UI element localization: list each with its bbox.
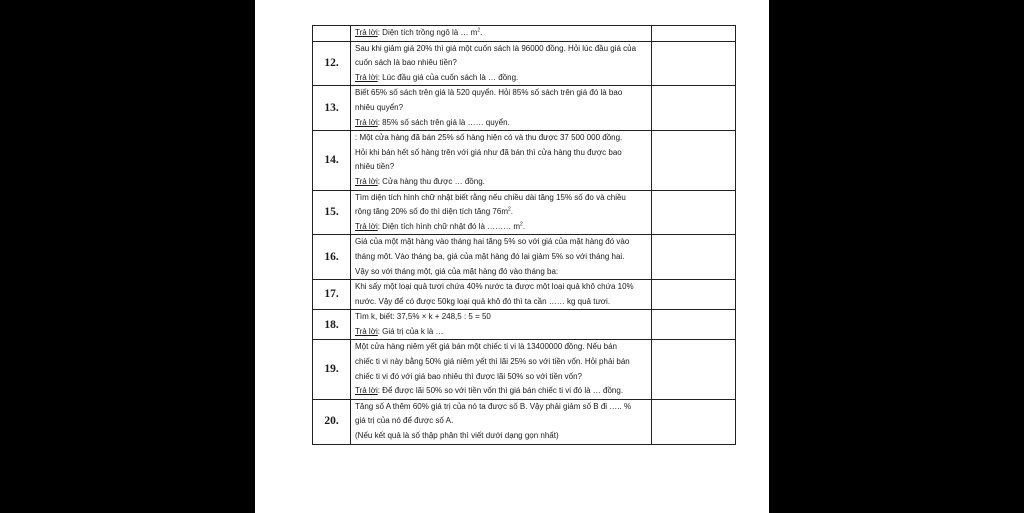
- line-text: : Để được lãi 50% so với tiền vốn thì giá bán chiếc ti vi đó là … đồng.: [377, 386, 624, 396]
- line-text: Một cửa hàng niêm yết giá bán một chiếc ti vi là 13400000 đồng. Nếu bán: [355, 342, 617, 352]
- question-row: [313, 26, 736, 42]
- question-text: [351, 131, 652, 190]
- question-row: [313, 280, 736, 310]
- answer-cell[interactable]: [652, 131, 736, 190]
- question-row: [313, 41, 736, 86]
- answer-label: Trả lời: [355, 326, 378, 336]
- line-text: giá trị của nó để được số A.: [355, 416, 454, 426]
- question-row: [313, 86, 736, 131]
- superscript: 2: [508, 206, 511, 213]
- question-text: [351, 399, 652, 444]
- question-line: [355, 250, 647, 265]
- question-line: [355, 86, 647, 101]
- answer-line: [355, 71, 647, 86]
- answer-cell[interactable]: [652, 190, 736, 235]
- question-line: [355, 42, 647, 57]
- line-suffix: .: [522, 221, 526, 231]
- line-text: Sau khi giảm giá 20% thì giá một cuốn sách là 96000 đồng. Hỏi lúc đầu giá của: [355, 43, 637, 53]
- line-text: : Một cửa hàng đã bán 25% số hàng hiện có và thu được 37 500 000 đồng.: [355, 133, 623, 143]
- question-text: [351, 26, 652, 42]
- answer-cell[interactable]: [652, 310, 736, 340]
- question-line: [355, 160, 647, 175]
- question-table: [312, 25, 736, 445]
- question-text: [351, 340, 652, 399]
- question-number: [313, 26, 351, 42]
- question-line: [355, 414, 647, 429]
- question-line: [355, 400, 647, 415]
- line-text: Tìm diện tích hình chữ nhật biết rằng nếu chiều dài tăng 15% số đo và chiều: [355, 192, 626, 202]
- line-text: nước. Vậy để có được 50kg loại quả khô đó thì ta cần …… kg quả tươi.: [355, 296, 611, 306]
- line-text: nhiêu tiền?: [355, 162, 395, 172]
- question-line: [355, 146, 647, 161]
- answer-line: [355, 384, 647, 399]
- line-text: Khi sấy một loại quả tươi chứa 40% nước ta được một loại quả khô chứa 10%: [355, 282, 634, 292]
- superscript: 2: [520, 221, 523, 228]
- answer-cell[interactable]: [652, 340, 736, 399]
- question-number: 12.: [313, 41, 351, 86]
- question-number: 19.: [313, 340, 351, 399]
- line-text: chiếc ti vi này bằng 50% giá niêm yết thì lãi 25% so với tiền vốn. Hỏi phải bán: [355, 357, 630, 367]
- answer-cell[interactable]: [652, 26, 736, 42]
- question-line: [355, 101, 647, 116]
- answer-label: Trả lời: [355, 386, 378, 396]
- line-suffix: .: [510, 207, 514, 217]
- question-text: [351, 280, 652, 310]
- question-line: [355, 370, 647, 385]
- question-line: [355, 235, 647, 250]
- question-line: [355, 280, 647, 295]
- line-text: tháng một. Vào tháng ba, giá của mặt hàng đó lại giảm 5% so với tháng hai.: [355, 251, 625, 261]
- line-text: Biết 65% số sách trên giá là 520 quyển. Hỏi 85% số sách trên giá đó là bao: [355, 88, 623, 98]
- question-line: [355, 131, 647, 146]
- question-number: 16.: [313, 235, 351, 280]
- line-text: Tìm k, biết: 37,5% × k + 248,5 : 5 = 50: [355, 312, 491, 322]
- answer-line: [355, 220, 647, 235]
- answer-label: Trả lời: [355, 117, 378, 127]
- answer-cell[interactable]: [652, 86, 736, 131]
- superscript: 2: [477, 27, 481, 34]
- line-text: : 85% số sách trên giá là …… quyển.: [377, 117, 510, 127]
- question-row: [313, 310, 736, 340]
- answer-label: Trả lời: [355, 28, 378, 37]
- answer-cell[interactable]: [652, 280, 736, 310]
- question-number: 13.: [313, 86, 351, 131]
- question-text: [351, 41, 652, 86]
- answer-label: Trả lời: [355, 221, 378, 231]
- question-row: [313, 340, 736, 399]
- question-line: [355, 310, 647, 325]
- line-text: Vậy so với tháng một, giá của mặt hàng đó vào tháng ba:: [355, 266, 559, 276]
- question-row: [313, 190, 736, 235]
- question-rows: [313, 26, 736, 445]
- question-number: 15.: [313, 190, 351, 235]
- line-text: chiếc ti vi đó với giá bao nhiêu thì được lãi 50% so với tiền vốn?: [355, 371, 582, 381]
- line-text: : Lúc đầu giá của cuốn sách là … đồng.: [377, 72, 519, 82]
- document-page: [255, 0, 769, 513]
- question-line: [355, 205, 647, 220]
- question-text: [351, 86, 652, 131]
- line-text: : Diện tích trồng ngô là … m: [377, 28, 478, 37]
- line-text: : Giá trị của k là …: [377, 326, 444, 336]
- question-number: 20.: [313, 399, 351, 444]
- question-number: 18.: [313, 310, 351, 340]
- question-number: 17.: [313, 280, 351, 310]
- question-line: [355, 340, 647, 355]
- question-row: [313, 399, 736, 444]
- answer-cell[interactable]: [652, 399, 736, 444]
- question-line: [355, 265, 647, 280]
- answer-label: Trả lời: [355, 176, 378, 186]
- answer-line: [355, 26, 647, 41]
- line-text: rộng tăng 20% số đo thì diện tích tăng 76m: [355, 207, 508, 217]
- line-text: Giá của một mặt hàng vào tháng hai tăng 5% so với giá của mặt hàng đó vào: [355, 237, 630, 247]
- answer-line: [355, 175, 647, 190]
- line-text: Hỏi khi bán hết số hàng trên với giá như đã bán thì cửa hàng thu được bao: [355, 147, 622, 157]
- question-number: 14.: [313, 131, 351, 190]
- line-suffix: .: [480, 28, 483, 37]
- question-line: [355, 56, 647, 71]
- answer-line: [355, 116, 647, 131]
- line-text: (Nếu kết quả là số thập phân thì viết dưới dạng gọn nhất): [355, 431, 559, 441]
- question-text: [351, 310, 652, 340]
- question-row: [313, 235, 736, 280]
- answer-cell[interactable]: [652, 235, 736, 280]
- line-text: cuốn sách là bao nhiêu tiền?: [355, 58, 457, 68]
- question-text: [351, 190, 652, 235]
- answer-cell[interactable]: [652, 41, 736, 86]
- answer-label: Trả lời: [355, 72, 378, 82]
- question-line: [355, 191, 647, 206]
- line-text: nhiêu quyển?: [355, 102, 404, 112]
- line-text: : Diện tích hình chữ nhật đó là ……… m: [377, 221, 521, 231]
- question-line: [355, 295, 647, 310]
- question-row: [313, 131, 736, 190]
- line-text: : Cửa hàng thu được … đồng.: [377, 176, 485, 186]
- question-text: [351, 235, 652, 280]
- question-line: [355, 429, 647, 444]
- answer-line: [355, 325, 647, 340]
- question-line: [355, 355, 647, 370]
- line-text: Tăng số A thêm 60% giá trị của nó ta được số B. Vậy phải giảm số B đi ….. %: [355, 401, 632, 411]
